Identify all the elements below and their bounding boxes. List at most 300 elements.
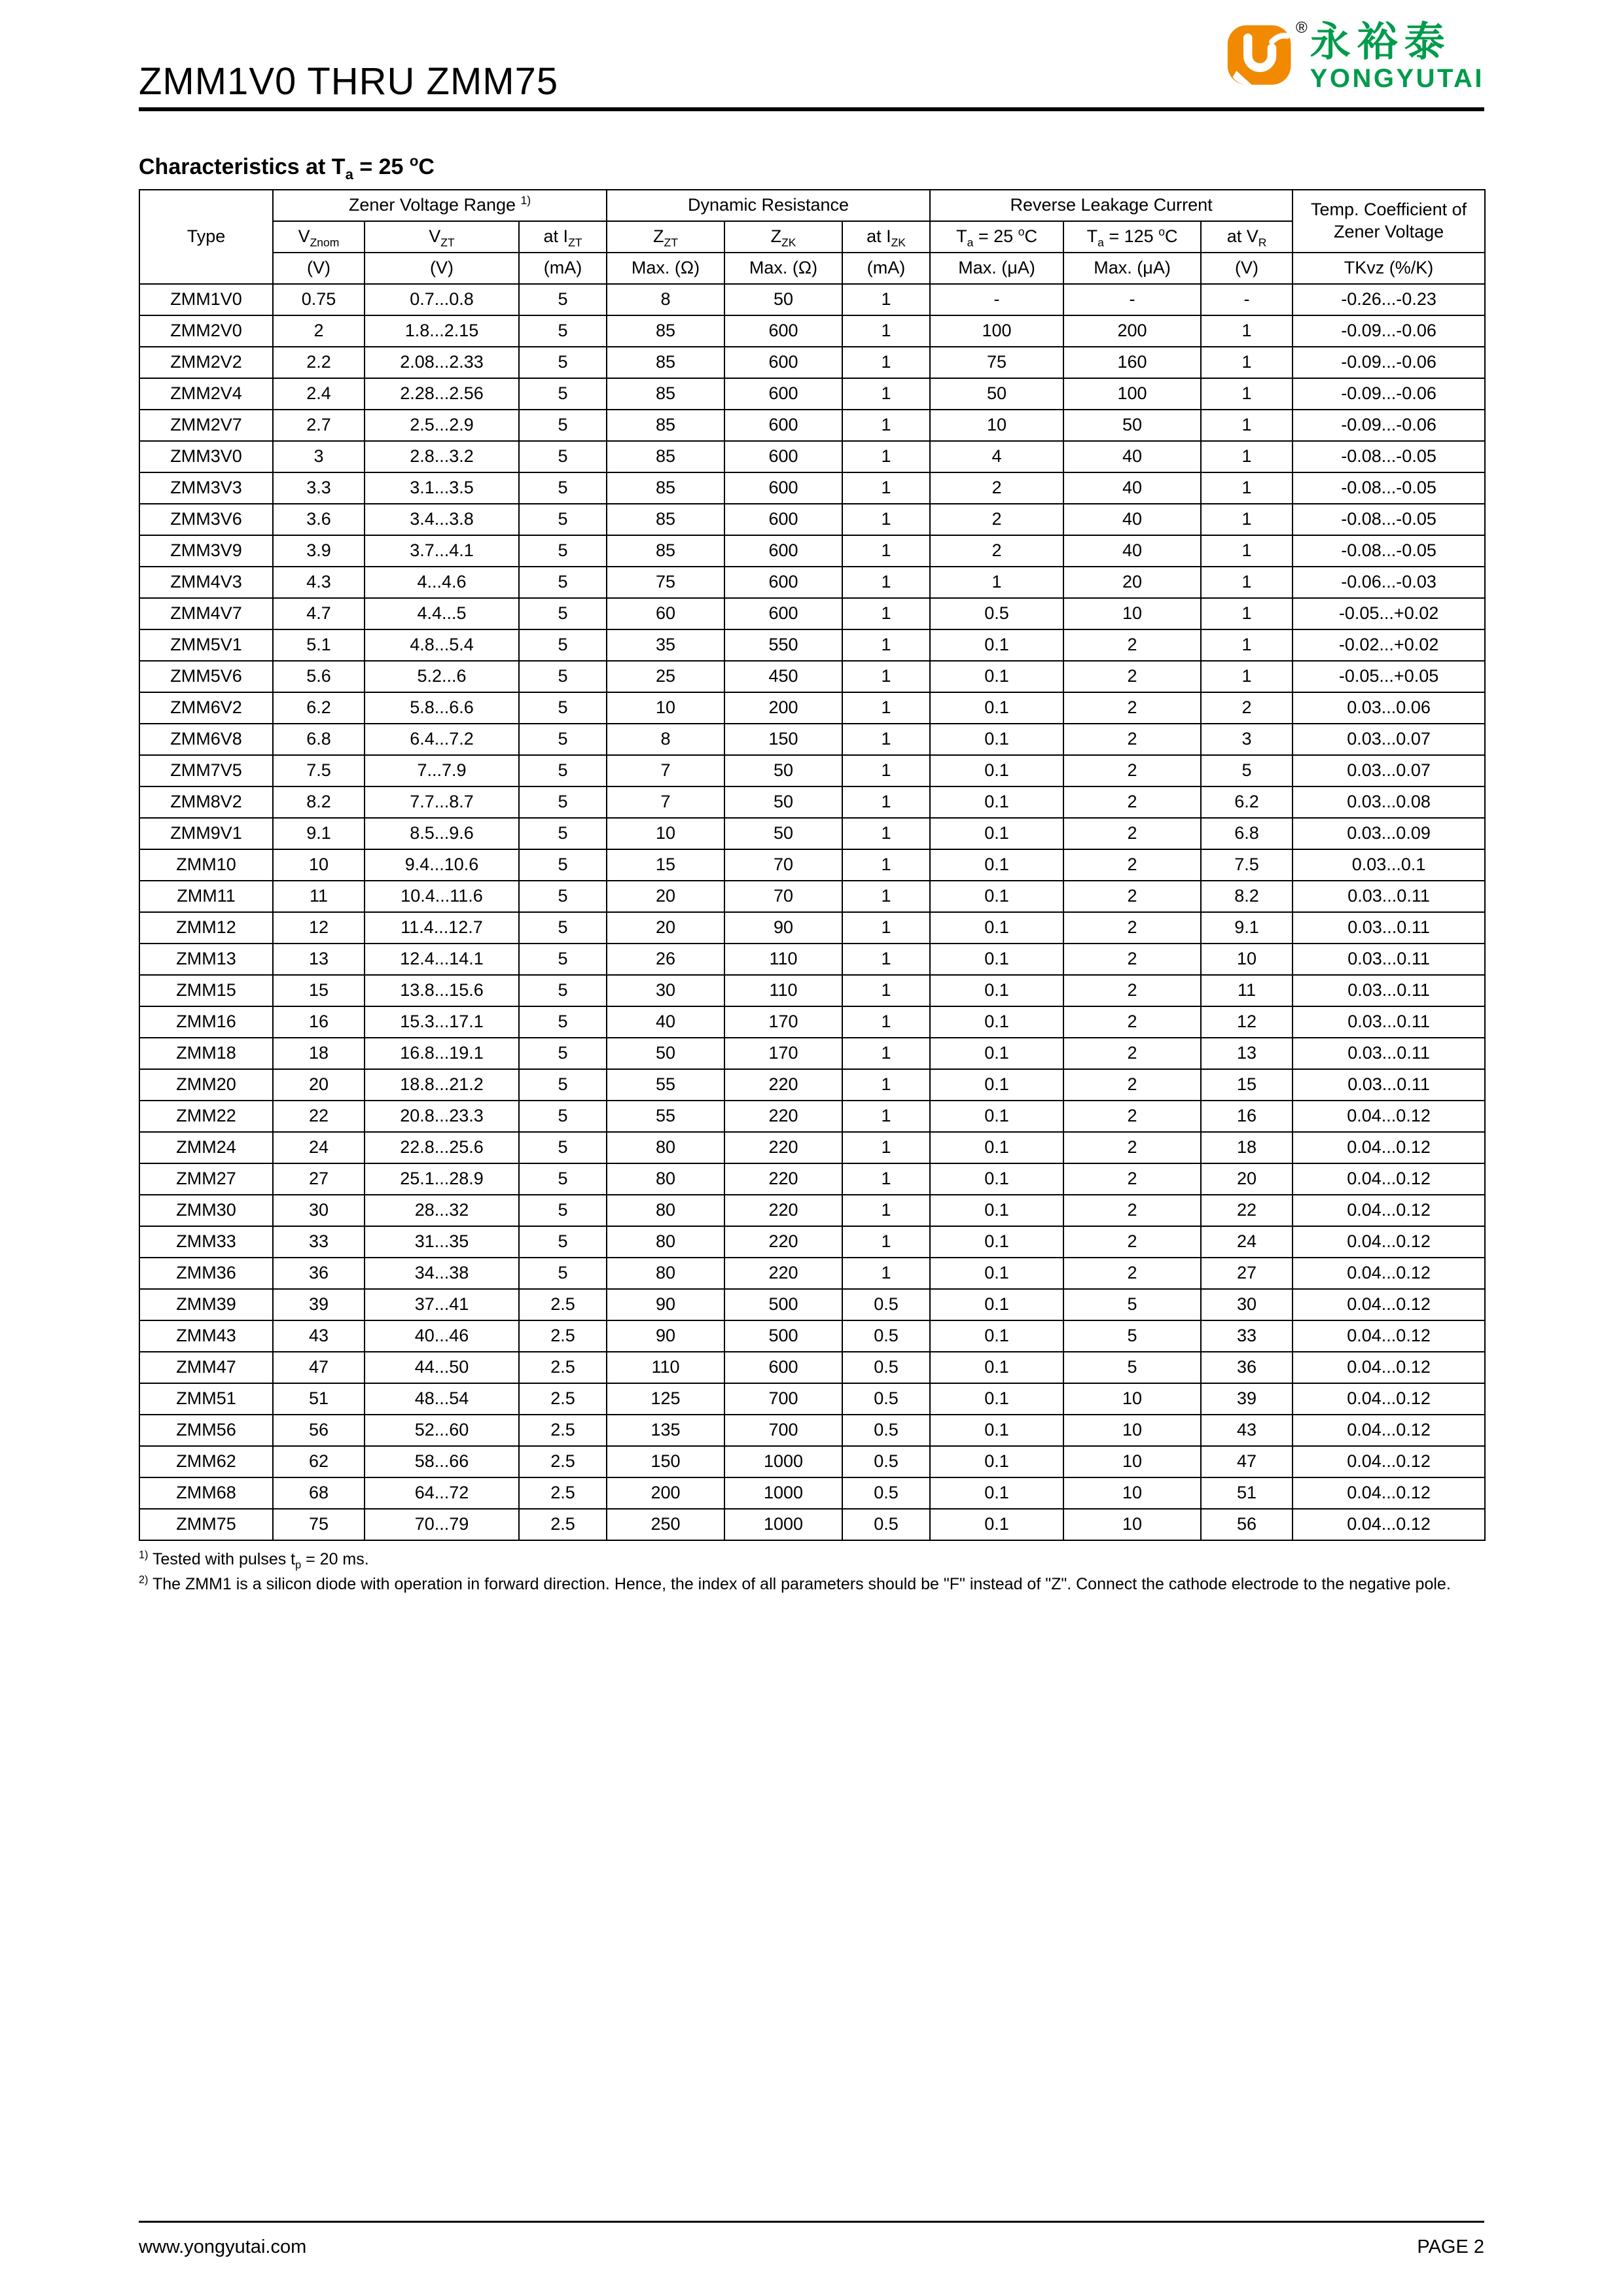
value-cell: 85 xyxy=(607,378,724,410)
value-cell: 5 xyxy=(519,504,607,535)
value-cell: 5 xyxy=(519,818,607,849)
value-cell: 1 xyxy=(842,724,930,755)
value-cell: 27 xyxy=(273,1163,365,1195)
type-cell: ZMM4V3 xyxy=(139,567,273,598)
value-cell: 85 xyxy=(607,315,724,347)
value-cell: 25.1...28.9 xyxy=(365,1163,519,1195)
value-cell: 0.5 xyxy=(842,1446,930,1477)
value-cell: 2 xyxy=(1063,1069,1201,1101)
type-cell: ZMM9V1 xyxy=(139,818,273,849)
value-cell: 2 xyxy=(1063,755,1201,786)
value-cell: 0.03...0.11 xyxy=(1293,1006,1485,1038)
value-cell: 5 xyxy=(519,661,607,692)
value-cell: 0.1 xyxy=(930,1383,1063,1415)
value-cell: 1 xyxy=(842,472,930,504)
table-row xyxy=(139,1226,1485,1258)
value-cell: 2 xyxy=(1063,1132,1201,1163)
table-row xyxy=(139,1006,1485,1038)
value-cell: 8.2 xyxy=(1201,881,1293,912)
value-cell: 600 xyxy=(724,504,842,535)
value-cell: 2 xyxy=(1063,849,1201,881)
value-cell: 3 xyxy=(273,441,365,472)
col-ta-125: $T_a = 125$ $^o$C xyxy=(1063,221,1201,253)
value-cell: 2.8...3.2 xyxy=(365,441,519,472)
value-cell: 48...54 xyxy=(365,1383,519,1415)
value-cell: 0.04...0.12 xyxy=(1293,1446,1485,1477)
value-cell: 12.4...14.1 xyxy=(365,944,519,975)
value-cell: 2 xyxy=(1063,1226,1201,1258)
value-cell: 43 xyxy=(273,1320,365,1352)
unit-vznom: (V) xyxy=(273,253,365,284)
table-row xyxy=(139,1101,1485,1132)
value-cell: 1 xyxy=(842,1195,930,1226)
value-cell: 2.28...2.56 xyxy=(365,378,519,410)
value-cell: 8 xyxy=(607,284,724,315)
value-cell: 1 xyxy=(842,347,930,378)
table-row xyxy=(139,441,1485,472)
value-cell: 0.5 xyxy=(842,1352,930,1383)
type-cell: ZMM39 xyxy=(139,1289,273,1320)
value-cell: 1000 xyxy=(724,1446,842,1477)
value-cell: 15 xyxy=(607,849,724,881)
value-cell: 10.4...11.6 xyxy=(365,881,519,912)
value-cell: 1 xyxy=(1201,441,1293,472)
value-cell: 31...35 xyxy=(365,1226,519,1258)
value-cell: 2 xyxy=(930,504,1063,535)
value-cell: 56 xyxy=(273,1415,365,1446)
table-row xyxy=(139,786,1485,818)
value-cell: 1 xyxy=(842,661,930,692)
value-cell: 4.3 xyxy=(273,567,365,598)
value-cell: 58...66 xyxy=(365,1446,519,1477)
value-cell: 5 xyxy=(519,441,607,472)
section-title: Characteristics at $T_a = 25$ $^o$C xyxy=(139,152,435,183)
value-cell: 50 xyxy=(724,818,842,849)
value-cell: 13.8...15.6 xyxy=(365,975,519,1006)
value-cell: 40 xyxy=(1063,504,1201,535)
value-cell: 1 xyxy=(1201,378,1293,410)
value-cell: - xyxy=(1063,284,1201,315)
type-cell: ZMM24 xyxy=(139,1132,273,1163)
value-cell: - xyxy=(930,284,1063,315)
value-cell: 52...60 xyxy=(365,1415,519,1446)
value-cell: 500 xyxy=(724,1320,842,1352)
value-cell: 50 xyxy=(724,284,842,315)
value-cell: 2.5...2.9 xyxy=(365,410,519,441)
unit-zzt: Max. (Ω) xyxy=(607,253,724,284)
type-cell: ZMM6V8 xyxy=(139,724,273,755)
value-cell: 15.3...17.1 xyxy=(365,1006,519,1038)
value-cell: 20.8...23.3 xyxy=(365,1101,519,1132)
value-cell: 2 xyxy=(1063,881,1201,912)
value-cell: 8.2 xyxy=(273,786,365,818)
value-cell: 9.1 xyxy=(273,818,365,849)
value-cell: 18 xyxy=(1201,1132,1293,1163)
value-cell: 5 xyxy=(1063,1289,1201,1320)
value-cell: 200 xyxy=(724,692,842,724)
type-cell: ZMM51 xyxy=(139,1383,273,1415)
value-cell: 600 xyxy=(724,472,842,504)
value-cell: 0.03...0.11 xyxy=(1293,881,1485,912)
value-cell: 7...7.9 xyxy=(365,755,519,786)
value-cell: 16.8...19.1 xyxy=(365,1038,519,1069)
value-cell: 150 xyxy=(607,1446,724,1477)
col-at-izt: at $I_{ZT}$ xyxy=(519,221,607,253)
value-cell: 0.7...0.8 xyxy=(365,284,519,315)
value-cell: 20 xyxy=(607,912,724,944)
value-cell: 62 xyxy=(273,1446,365,1477)
value-cell: 2 xyxy=(1063,661,1201,692)
company-logo xyxy=(1224,18,1484,94)
value-cell: 7.7...8.7 xyxy=(365,786,519,818)
value-cell: 25 xyxy=(607,661,724,692)
value-cell: 0.1 xyxy=(930,755,1063,786)
value-cell: 75 xyxy=(607,567,724,598)
value-cell: 80 xyxy=(607,1163,724,1195)
type-cell: ZMM2V2 xyxy=(139,347,273,378)
value-cell: 0.03...0.07 xyxy=(1293,755,1485,786)
col-vzt: $V_{ZT}$ xyxy=(365,221,519,253)
value-cell: 5 xyxy=(519,472,607,504)
footnotes xyxy=(139,1547,1484,1597)
table-row xyxy=(139,315,1485,347)
type-cell: ZMM3V3 xyxy=(139,472,273,504)
value-cell: 0.04...0.12 xyxy=(1293,1101,1485,1132)
table-row xyxy=(139,1038,1485,1069)
value-cell: 85 xyxy=(607,535,724,567)
value-cell: 2.5 xyxy=(519,1289,607,1320)
type-cell: ZMM3V6 xyxy=(139,504,273,535)
value-cell: 0.04...0.12 xyxy=(1293,1352,1485,1383)
value-cell: 0.1 xyxy=(930,1477,1063,1509)
value-cell: 1 xyxy=(842,912,930,944)
value-cell: 5 xyxy=(519,692,607,724)
type-cell: ZMM10 xyxy=(139,849,273,881)
value-cell: 0.04...0.12 xyxy=(1293,1195,1485,1226)
value-cell: 10 xyxy=(273,849,365,881)
value-cell: 2 xyxy=(1063,724,1201,755)
value-cell: 0.03...0.11 xyxy=(1293,1069,1485,1101)
header-group-row xyxy=(139,190,1485,221)
title-divider xyxy=(139,107,1484,111)
value-cell: 220 xyxy=(724,1132,842,1163)
type-cell: ZMM18 xyxy=(139,1038,273,1069)
value-cell: 9.1 xyxy=(1201,912,1293,944)
value-cell: 4 xyxy=(930,441,1063,472)
value-cell: 85 xyxy=(607,410,724,441)
value-cell: 5 xyxy=(519,1163,607,1195)
value-cell: 85 xyxy=(607,472,724,504)
value-cell: 0.03...0.1 xyxy=(1293,849,1485,881)
value-cell: 0.03...0.11 xyxy=(1293,975,1485,1006)
value-cell: 0.1 xyxy=(930,1320,1063,1352)
value-cell: 40 xyxy=(1063,441,1201,472)
value-cell: 200 xyxy=(1063,315,1201,347)
value-cell: 80 xyxy=(607,1195,724,1226)
value-cell: 0.1 xyxy=(930,1038,1063,1069)
page-title: ZMM1V0 THRU ZMM75 xyxy=(139,60,559,103)
value-cell: 0.04...0.12 xyxy=(1293,1477,1485,1509)
value-cell: 0.1 xyxy=(930,692,1063,724)
value-cell: 10 xyxy=(1063,1383,1201,1415)
value-cell: 0.1 xyxy=(930,912,1063,944)
value-cell: 35 xyxy=(607,629,724,661)
value-cell: 2 xyxy=(1063,912,1201,944)
col-ta-25: $T_a = 25$ $^o$C xyxy=(930,221,1063,253)
value-cell: -0.08...-0.05 xyxy=(1293,535,1485,567)
value-cell: 0.1 xyxy=(930,629,1063,661)
value-cell: 56 xyxy=(1201,1509,1293,1540)
value-cell: 6.2 xyxy=(273,692,365,724)
value-cell: 0.1 xyxy=(930,1226,1063,1258)
value-cell: 37...41 xyxy=(365,1289,519,1320)
table-row xyxy=(139,818,1485,849)
type-cell: ZMM4V7 xyxy=(139,598,273,629)
value-cell: 40 xyxy=(1063,472,1201,504)
value-cell: 33 xyxy=(273,1226,365,1258)
value-cell: 0.03...0.06 xyxy=(1293,692,1485,724)
value-cell: 0.1 xyxy=(930,818,1063,849)
value-cell: 2.5 xyxy=(519,1383,607,1415)
value-cell: 30 xyxy=(607,975,724,1006)
value-cell: 0.04...0.12 xyxy=(1293,1163,1485,1195)
value-cell: 55 xyxy=(607,1101,724,1132)
value-cell: 1 xyxy=(842,378,930,410)
value-cell: 10 xyxy=(1201,944,1293,975)
value-cell: 1 xyxy=(842,944,930,975)
value-cell: 2 xyxy=(1063,786,1201,818)
value-cell: 5 xyxy=(519,1069,607,1101)
value-cell: 2 xyxy=(1063,1195,1201,1226)
value-cell: 2.5 xyxy=(519,1446,607,1477)
value-cell: 1000 xyxy=(724,1477,842,1509)
value-cell: 6.4...7.2 xyxy=(365,724,519,755)
value-cell: 1 xyxy=(842,315,930,347)
value-cell: 2 xyxy=(1063,944,1201,975)
value-cell: - xyxy=(1201,284,1293,315)
type-cell: ZMM5V6 xyxy=(139,661,273,692)
value-cell: 5.6 xyxy=(273,661,365,692)
value-cell: 0.1 xyxy=(930,1195,1063,1226)
value-cell: 40 xyxy=(1063,535,1201,567)
value-cell: 16 xyxy=(273,1006,365,1038)
value-cell: 125 xyxy=(607,1383,724,1415)
value-cell: 0.04...0.12 xyxy=(1293,1509,1485,1540)
value-cell: 80 xyxy=(607,1132,724,1163)
value-cell: 2 xyxy=(1201,692,1293,724)
type-cell: ZMM30 xyxy=(139,1195,273,1226)
value-cell: 700 xyxy=(724,1415,842,1446)
value-cell: 22 xyxy=(1201,1195,1293,1226)
value-cell: 100 xyxy=(930,315,1063,347)
value-cell: 85 xyxy=(607,504,724,535)
value-cell: 5 xyxy=(519,1006,607,1038)
value-cell: 1 xyxy=(1201,629,1293,661)
value-cell: 4.8...5.4 xyxy=(365,629,519,661)
table-row xyxy=(139,410,1485,441)
value-cell: -0.05...+0.05 xyxy=(1293,661,1485,692)
value-cell: 55 xyxy=(607,1069,724,1101)
col-group-temp-coefficient: Temp. Coefficient of Zener Voltage xyxy=(1293,190,1485,253)
value-cell: 0.1 xyxy=(930,1509,1063,1540)
type-cell: ZMM47 xyxy=(139,1352,273,1383)
value-cell: 1 xyxy=(1201,347,1293,378)
value-cell: 600 xyxy=(724,347,842,378)
table-row xyxy=(139,1352,1485,1383)
yongyutai-logo-icon xyxy=(1224,22,1300,90)
value-cell: 0.1 xyxy=(930,1415,1063,1446)
value-cell: 160 xyxy=(1063,347,1201,378)
header-unit-row xyxy=(139,253,1485,284)
value-cell: 2.2 xyxy=(273,347,365,378)
value-cell: 1 xyxy=(842,1101,930,1132)
value-cell: 0.03...0.11 xyxy=(1293,944,1485,975)
value-cell: 3.9 xyxy=(273,535,365,567)
value-cell: 2 xyxy=(1063,1163,1201,1195)
unit-vr: (V) xyxy=(1201,253,1293,284)
value-cell: 5.8...6.6 xyxy=(365,692,519,724)
value-cell: 600 xyxy=(724,1352,842,1383)
value-cell: 110 xyxy=(607,1352,724,1383)
value-cell: 30 xyxy=(273,1195,365,1226)
value-cell: 1 xyxy=(930,567,1063,598)
type-cell: ZMM2V4 xyxy=(139,378,273,410)
value-cell: 2 xyxy=(1063,1258,1201,1289)
value-cell: 0.5 xyxy=(842,1509,930,1540)
value-cell: 1000 xyxy=(724,1509,842,1540)
value-cell: 1 xyxy=(842,818,930,849)
value-cell: 600 xyxy=(724,535,842,567)
value-cell: 5 xyxy=(519,284,607,315)
value-cell: 7.5 xyxy=(1201,849,1293,881)
value-cell: 75 xyxy=(273,1509,365,1540)
value-cell: 6.8 xyxy=(273,724,365,755)
value-cell: 33 xyxy=(1201,1320,1293,1352)
value-cell: 50 xyxy=(1063,410,1201,441)
col-at-vr: at $V_R$ xyxy=(1201,221,1293,253)
value-cell: 47 xyxy=(273,1352,365,1383)
value-cell: 110 xyxy=(724,975,842,1006)
value-cell: 220 xyxy=(724,1195,842,1226)
value-cell: 600 xyxy=(724,567,842,598)
value-cell: 3 xyxy=(1201,724,1293,755)
value-cell: 0.5 xyxy=(842,1320,930,1352)
value-cell: 50 xyxy=(930,378,1063,410)
value-cell: 0.03...0.11 xyxy=(1293,912,1485,944)
logo-icon-wrap xyxy=(1224,18,1308,92)
value-cell: 18 xyxy=(273,1038,365,1069)
value-cell: 1 xyxy=(842,1006,930,1038)
value-cell: 0.1 xyxy=(930,1446,1063,1477)
value-cell: 5 xyxy=(519,1226,607,1258)
type-cell: ZMM56 xyxy=(139,1415,273,1446)
value-cell: 0.1 xyxy=(930,944,1063,975)
value-cell: 220 xyxy=(724,1101,842,1132)
value-cell: 3.4...3.8 xyxy=(365,504,519,535)
type-cell: ZMM27 xyxy=(139,1163,273,1195)
value-cell: 0.1 xyxy=(930,1006,1063,1038)
value-cell: 11 xyxy=(1201,975,1293,1006)
value-cell: 12 xyxy=(273,912,365,944)
value-cell: 20 xyxy=(273,1069,365,1101)
value-cell: 6.8 xyxy=(1201,818,1293,849)
value-cell: 5 xyxy=(519,1258,607,1289)
value-cell: 90 xyxy=(607,1320,724,1352)
value-cell: -0.09...-0.06 xyxy=(1293,410,1485,441)
type-cell: ZMM7V5 xyxy=(139,755,273,786)
value-cell: 5 xyxy=(519,786,607,818)
value-cell: 3.3 xyxy=(273,472,365,504)
value-cell: -0.08...-0.05 xyxy=(1293,504,1485,535)
value-cell: 1 xyxy=(842,692,930,724)
value-cell: 220 xyxy=(724,1069,842,1101)
characteristics-table xyxy=(139,189,1486,1541)
type-cell: ZMM5V1 xyxy=(139,629,273,661)
value-cell: 0.5 xyxy=(930,598,1063,629)
value-cell: 80 xyxy=(607,1226,724,1258)
logo-text xyxy=(1310,21,1484,92)
value-cell: 2.5 xyxy=(519,1320,607,1352)
value-cell: 7 xyxy=(607,786,724,818)
value-cell: 1 xyxy=(1201,661,1293,692)
table-row xyxy=(139,944,1485,975)
value-cell: 22.8...25.6 xyxy=(365,1132,519,1163)
value-cell: 5 xyxy=(519,849,607,881)
table-row xyxy=(139,598,1485,629)
table-row xyxy=(139,1320,1485,1352)
table-row xyxy=(139,472,1485,504)
value-cell: 135 xyxy=(607,1415,724,1446)
value-cell: 0.04...0.12 xyxy=(1293,1383,1485,1415)
col-zzk: $Z_{ZK}$ xyxy=(724,221,842,253)
value-cell: 110 xyxy=(724,944,842,975)
type-cell: ZMM68 xyxy=(139,1477,273,1509)
value-cell: 1 xyxy=(842,1226,930,1258)
value-cell: 600 xyxy=(724,441,842,472)
type-cell: ZMM11 xyxy=(139,881,273,912)
value-cell: 44...50 xyxy=(365,1352,519,1383)
value-cell: 2 xyxy=(1063,692,1201,724)
value-cell: 1 xyxy=(842,535,930,567)
type-cell: ZMM33 xyxy=(139,1226,273,1258)
value-cell: -0.09...-0.06 xyxy=(1293,347,1485,378)
value-cell: 0.1 xyxy=(930,1352,1063,1383)
value-cell: 20 xyxy=(607,881,724,912)
value-cell: 30 xyxy=(1201,1289,1293,1320)
table-row xyxy=(139,347,1485,378)
table-row xyxy=(139,975,1485,1006)
value-cell: 2 xyxy=(930,535,1063,567)
value-cell: 5 xyxy=(519,755,607,786)
table-row xyxy=(139,504,1485,535)
table-row xyxy=(139,881,1485,912)
value-cell: 8.5...9.6 xyxy=(365,818,519,849)
value-cell: 5 xyxy=(519,347,607,378)
value-cell: 18.8...21.2 xyxy=(365,1069,519,1101)
value-cell: 5 xyxy=(519,598,607,629)
value-cell: 3.1...3.5 xyxy=(365,472,519,504)
value-cell: 2.4 xyxy=(273,378,365,410)
footer-page-number: PAGE 2 xyxy=(1417,2236,1484,2257)
value-cell: 1 xyxy=(1201,315,1293,347)
value-cell: 12 xyxy=(1201,1006,1293,1038)
value-cell: 70 xyxy=(724,881,842,912)
table-row xyxy=(139,284,1485,315)
brand-name-english: YONGYUTAI xyxy=(1310,64,1484,94)
table-row xyxy=(139,1258,1485,1289)
type-cell: ZMM1V0 xyxy=(139,284,273,315)
value-cell: 90 xyxy=(607,1289,724,1320)
